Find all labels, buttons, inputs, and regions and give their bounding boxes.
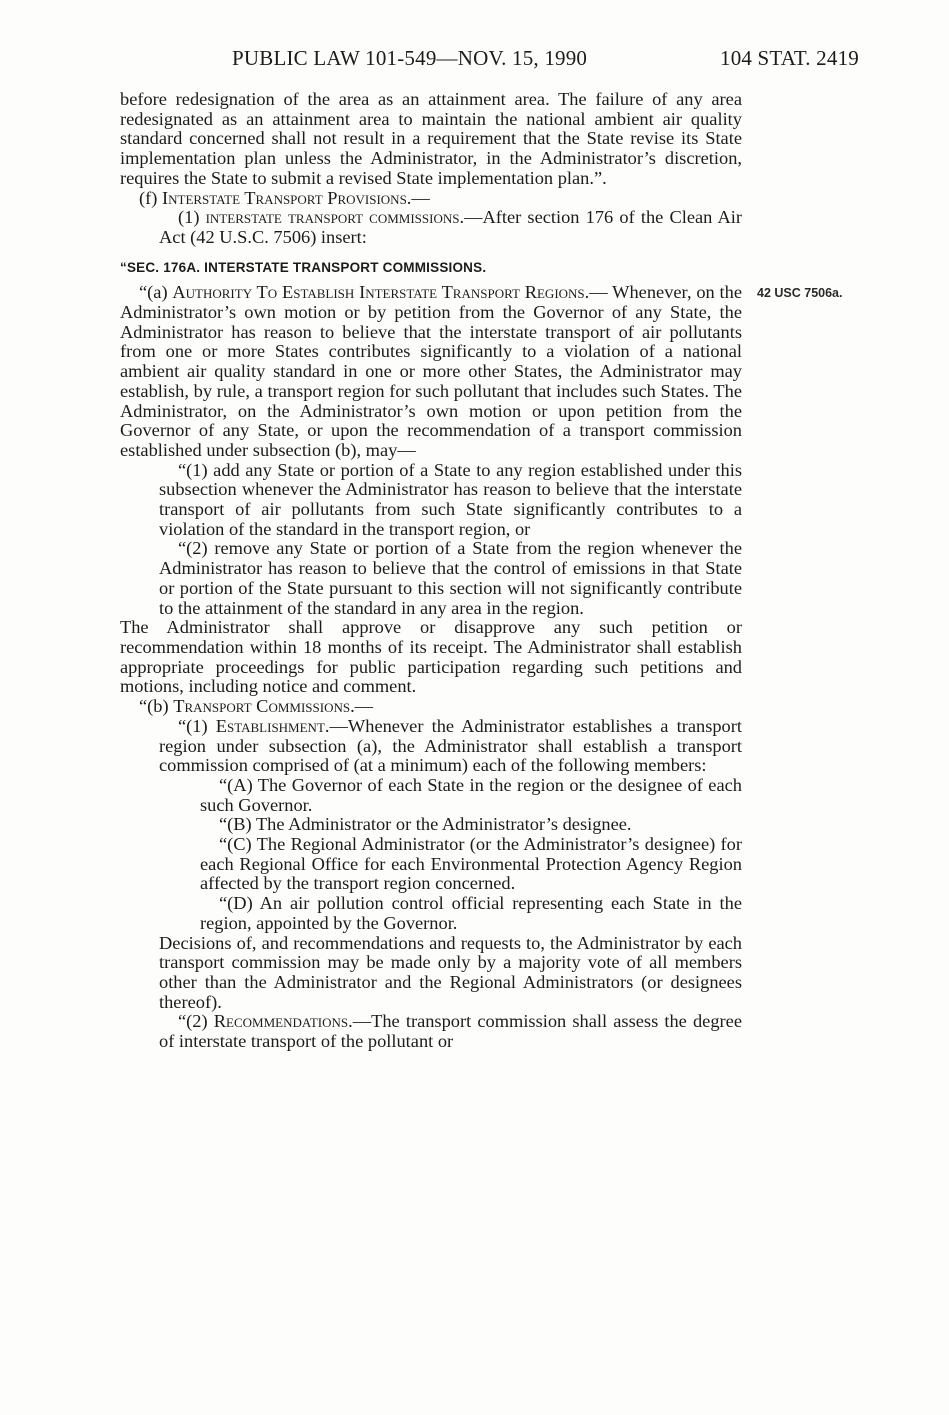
paragraph-f1 [159, 208, 742, 247]
subsection-f-label: (f) [139, 187, 162, 208]
subsection-b-dash: — [354, 696, 374, 717]
paragraph-a2: “(2) remove any State or portion of a State from the region whenever the Administrator has reason to believe that the control of emissions in that State or portion of the State pursuant to this section will not significantly contribute to the attainment of the standard in any area in the region. [159, 538, 742, 618]
subsection-a-closing: The Administrator shall approve or disapprove any such petition or recommendation within 18 months of its receipt. The Administrator shall establish appropriate proceedings for public participation regarding such petitions and motions, including notice and comment. [120, 617, 742, 697]
subsection-a [120, 283, 742, 460]
paragraph-b2-label: “(2) [178, 1011, 214, 1032]
paragraph-b2 [159, 1012, 742, 1051]
subsection-f-heading: Interstate Transport Provisions. [161, 187, 412, 208]
paragraph-b1 [159, 717, 742, 776]
subsection-a-text: — Whenever, on the Administrator’s own motion or by petition from the Governor of any State, the Administrator has reason to believe that the interstate transport of air pollutants from one or more States contributes significantly to a violation of a national ambient air quality standard in one or more other States, the Administrator may establish, by rule, a transport region for such pollutant that includes such States. The Administrator, on the Administrator’s own motion or upon petition from the Governor of any State, or upon the recommendation of a transport commission established under subsection (b), may— [120, 282, 742, 460]
paragraph-b1-label: “(1) [178, 715, 216, 736]
subparagraph-b1-A: “(A) The Governor of each State in the region or the designee of each such Governor. [200, 774, 742, 815]
subsection-f [120, 189, 742, 209]
paragraph-b1-heading: Establishment. [215, 715, 330, 736]
section-heading: “SEC. 176A. INTERSTATE TRANSPORT COMMISSIONS. [120, 259, 487, 275]
paragraph-b2-heading: Recommendations. [213, 1011, 353, 1032]
subsection-b-heading: Transport Commissions. [173, 696, 355, 717]
paragraph-b1-closing: Decisions of, and recommendations and requests to, the Administrator by each transport commission may be made only by a majority vote of all members other than the Administrator and the Regional Administrators (or designees thereof). [159, 932, 742, 1012]
page-header [0, 46, 949, 76]
subsection-b-label: “(b) [139, 696, 174, 717]
subsection-a-heading: Authority To Establish Interstate Transport Regions. [172, 282, 590, 303]
paragraph-f1-label: (1) [178, 207, 206, 228]
subparagraph-b1-D: “(D) An air pollution control official representing each State in the region, appointed by the Governor. [200, 893, 742, 933]
subsection-f-dash: — [411, 187, 430, 208]
margin-citation: 42 USC 7506a. [757, 286, 843, 300]
subparagraph-b1-C: “(C) The Regional Administrator (or the Administrator’s designee) for each Regional Office for each Environmental Protection Agency Region affected by the transport region concerned. [200, 834, 742, 894]
statute-page-number: 104 STAT. 2419 [720, 46, 859, 70]
public-law-title: PUBLIC LAW 101-549—NOV. 15, 1990 [232, 46, 588, 70]
subsection-a-label: “(a) [139, 282, 173, 303]
paragraph-a1: “(1) add any State or portion of a State to any region established under this subsection whenever the Administrator has reason to believe that the interstate transport of air pollutants from such State significantly contributes to a violation of the standard in the transport region, or [159, 459, 742, 539]
paragraph-b2-text: —The transport commission shall assess the degree of interstate transport of the pollutant or [159, 1011, 742, 1052]
subparagraph-b1-B: “(B) The Administrator or the Administrator’s designee. [219, 814, 632, 835]
paragraph-b1-text: —Whenever the Administrator establishes a transport region under subsection (a), the Administrator shall establish a transport commission comprised of (at a minimum) each of the following members: [159, 715, 742, 776]
subsection-b [120, 697, 742, 717]
paragraph-f1-heading: interstate transport commissions. [205, 207, 465, 228]
paragraph-f1-text: —After section 176 of the Clean Air Act (42 U.S.C. 7506) insert: [159, 207, 742, 247]
document-body [120, 90, 742, 1052]
paragraph-continuation: before redesignation of the area as an attainment area. The failure of any area redesignated as an attainment area to maintain the national ambient air quality standard concerned shall not result in a requirement that the State revise its State implementation plan unless the Administrator, in the Administrator’s discretion, requires the State to submit a revised State implementation plan.”. [120, 89, 742, 188]
